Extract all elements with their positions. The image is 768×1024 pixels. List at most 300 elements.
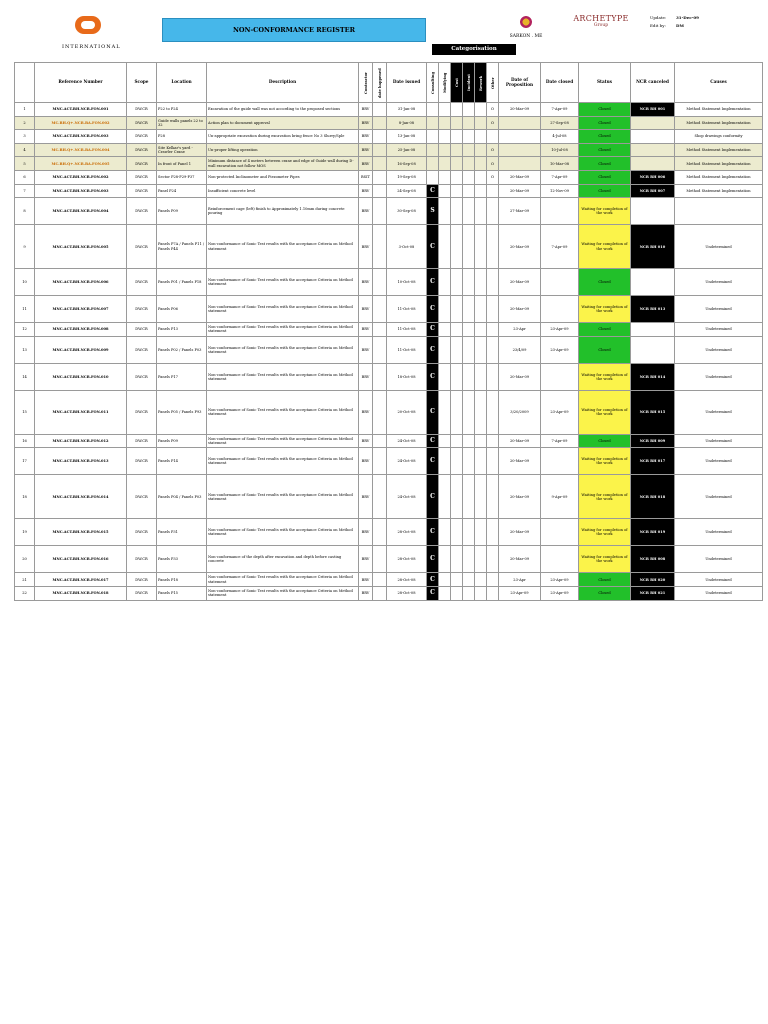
row-date-issued: 24-Oct-08 — [387, 475, 427, 519]
row-cause: Method Statement Implementation — [675, 170, 763, 184]
row-location: P22 to P24 — [157, 103, 207, 117]
row-ncr: NCR RH 015 — [631, 390, 675, 434]
row-date-proposition: 20-Mar-09 — [499, 269, 541, 296]
row-cat-2 — [439, 475, 451, 519]
row-cat-3 — [451, 475, 463, 519]
row-location: Panels P13 — [157, 323, 207, 337]
row-cat-2 — [439, 143, 451, 157]
row-cat-5 — [475, 475, 487, 519]
row-location: Guide walls panels 22 to 32 — [157, 116, 207, 130]
row-status: Waiting for completion of the work — [579, 546, 631, 573]
row-description: Non-conformance of Sonic Test results with the acceptance Criteria on Method statement — [207, 323, 359, 337]
row-date-happened — [373, 573, 387, 587]
row-cat-3 — [451, 143, 463, 157]
row-date-issued: 13-Jan-08 — [387, 130, 427, 144]
row-cat-3 — [451, 184, 463, 198]
row-contractor: BRV — [359, 475, 373, 519]
row-cat-5 — [475, 363, 487, 390]
row-reference: MNC.ACT.BH.NCR.FON.005 — [35, 225, 127, 269]
row-scope: DW.CR — [127, 323, 157, 337]
row-date-closed — [541, 198, 579, 225]
row-cat-o — [487, 363, 499, 390]
row-date-issued: 11-Oct-08 — [387, 323, 427, 337]
row-scope: DW.CR — [127, 296, 157, 323]
row-cat-2 — [439, 103, 451, 117]
row-ncr: NCR RH 020 — [631, 573, 675, 587]
row-location: Panels P09 — [157, 198, 207, 225]
row-cat-o — [487, 573, 499, 587]
table-row — [15, 573, 763, 587]
sarkon-mark-icon — [520, 16, 532, 28]
row-cat-5 — [475, 170, 487, 184]
row-cause: Undetermined — [675, 573, 763, 587]
col-scope: Scope — [127, 63, 157, 103]
row-date-closed: 23-Apr-09 — [541, 586, 579, 600]
row-cause: Undetermined — [675, 336, 763, 363]
row-cat-c — [427, 170, 439, 184]
row-description: Non-conformance of Sonic Test results with the acceptance Criteria on Method statement — [207, 269, 359, 296]
row-cat-4 — [463, 573, 475, 587]
col-date-proposition: Date of Proposition — [499, 63, 541, 103]
row-cause: Undetermined — [675, 296, 763, 323]
row-date-issued: 10-Oct-08 — [387, 269, 427, 296]
row-ncr — [631, 269, 675, 296]
row-date-happened — [373, 184, 387, 198]
row-status: Closed — [579, 434, 631, 448]
row-scope: DW.CR — [127, 103, 157, 117]
row-cat-5 — [475, 573, 487, 587]
row-status: Waiting for completion of the work — [579, 198, 631, 225]
row-number: 1 — [15, 103, 35, 117]
row-date-proposition: 23-Apr-09 — [499, 586, 541, 600]
row-reference: MNC.ACT.BH.NCR.FON.014 — [35, 475, 127, 519]
row-location: Site Kelkar's yard - Crawler Crane — [157, 143, 207, 157]
row-contractor: BRV — [359, 198, 373, 225]
row-status: Waiting for completion of the work — [579, 448, 631, 475]
row-cat-3 — [451, 116, 463, 130]
row-ncr: NCR RH 017 — [631, 448, 675, 475]
row-date-happened — [373, 198, 387, 225]
row-scope: DW.CR — [127, 269, 157, 296]
row-cat-4 — [463, 336, 475, 363]
col-ref: Reference Number — [35, 63, 127, 103]
row-cat-4 — [463, 546, 475, 573]
row-date-issued: 28-Oct-08 — [387, 573, 427, 587]
row-ncr: NCR RH 006 — [631, 170, 675, 184]
row-status: Waiting for completion of the work — [579, 363, 631, 390]
row-date-happened — [373, 116, 387, 130]
row-cause: Undetermined — [675, 448, 763, 475]
row-date-proposition: 20-Mar-09 — [499, 519, 541, 546]
row-date-proposition: 20-Mar-09 — [499, 475, 541, 519]
row-cat-3 — [451, 519, 463, 546]
col-cat-cost: Cost — [451, 63, 463, 103]
row-cat-c: C — [427, 269, 439, 296]
row-location: Sector P28-P29-P37 — [157, 170, 207, 184]
row-contractor: BRV — [359, 157, 373, 171]
row-contractor: BRV — [359, 519, 373, 546]
row-cat-o — [487, 323, 499, 337]
row-reference: MNC.ACT.BH.NCR.FON.002 — [35, 170, 127, 184]
col-ncr-canceled: NCR canceled — [631, 63, 675, 103]
row-date-proposition — [499, 157, 541, 171]
table-row — [15, 336, 763, 363]
row-number: 2 — [15, 116, 35, 130]
row-location: Panel P24 — [157, 184, 207, 198]
row-cat-2 — [439, 130, 451, 144]
row-cat-4 — [463, 143, 475, 157]
row-cat-5 — [475, 546, 487, 573]
row-date-happened — [373, 170, 387, 184]
row-date-closed: 23-Apr-09 — [541, 390, 579, 434]
row-description: Excavation of the guide wall was not according to the proposed sections — [207, 103, 359, 117]
row-cause: Undetermined — [675, 390, 763, 434]
row-number: 5 — [15, 157, 35, 171]
ncr-table — [14, 62, 763, 601]
row-status: Waiting for completion of the work — [579, 225, 631, 269]
row-date-closed: 7-Apr-09 — [541, 225, 579, 269]
row-date-happened — [373, 390, 387, 434]
logo-text: INTERNATIONAL — [62, 44, 121, 50]
row-reference: MNC.ACT.BH.NCR.FON.009 — [35, 336, 127, 363]
row-cat-o: O — [487, 103, 499, 117]
row-date-closed: 7-Apr-09 — [541, 103, 579, 117]
row-cat-3 — [451, 170, 463, 184]
row-scope: DW.CR — [127, 586, 157, 600]
row-date-happened — [373, 448, 387, 475]
row-reference: MNC.ACT.BH.NCR.FON.011 — [35, 390, 127, 434]
row-number: 10 — [15, 269, 35, 296]
archetype-logo — [570, 14, 632, 44]
row-scope: DW.CR — [127, 434, 157, 448]
row-cat-5 — [475, 143, 487, 157]
row-cat-3 — [451, 225, 463, 269]
row-cat-c — [427, 157, 439, 171]
row-cat-4 — [463, 323, 475, 337]
row-date-issued: 16-Sep-08 — [387, 157, 427, 171]
row-cat-c — [427, 103, 439, 117]
row-date-happened — [373, 363, 387, 390]
row-date-proposition: 23-Apr — [499, 573, 541, 587]
row-cat-2 — [439, 586, 451, 600]
row-date-closed: 10-Jul-08 — [541, 143, 579, 157]
row-cat-2 — [439, 296, 451, 323]
row-cat-5 — [475, 116, 487, 130]
row-cat-o — [487, 198, 499, 225]
row-date-happened — [373, 296, 387, 323]
row-cat-3 — [451, 573, 463, 587]
row-cat-o — [487, 225, 499, 269]
table-row — [15, 434, 763, 448]
table-header-row — [15, 63, 763, 103]
row-cat-c: C — [427, 184, 439, 198]
row-status: Closed — [579, 103, 631, 117]
row-contractor: BRV — [359, 434, 373, 448]
row-description: Un-appropriate excavation during excavation bring fence No 3 Slurry/Sple — [207, 130, 359, 144]
row-cat-o — [487, 434, 499, 448]
row-ncr — [631, 336, 675, 363]
row-scope: DW.CR — [127, 475, 157, 519]
row-number: 13 — [15, 336, 35, 363]
col-location: Location — [157, 63, 207, 103]
row-status: Closed — [579, 157, 631, 171]
row-cat-2 — [439, 448, 451, 475]
row-cat-o — [487, 269, 499, 296]
row-description: Non-conformance of Sonic Test results with the acceptance Criteria on Method statement — [207, 519, 359, 546]
row-date-issued: 28-Oct-08 — [387, 519, 427, 546]
row-date-closed: 23-Apr-09 — [541, 573, 579, 587]
row-date-proposition: 20-Mar-09 — [499, 170, 541, 184]
row-status: Closed — [579, 130, 631, 144]
row-contractor: BRV — [359, 390, 373, 434]
row-cat-3 — [451, 546, 463, 573]
row-date-proposition: 20-Mar-09 — [499, 363, 541, 390]
row-cause: Method Statement Implementation — [675, 103, 763, 117]
row-date-issued: 28-Oct-08 — [387, 546, 427, 573]
row-cat-o — [487, 130, 499, 144]
row-cat-4 — [463, 103, 475, 117]
row-contractor: BRV — [359, 363, 373, 390]
row-cat-4 — [463, 184, 475, 198]
row-date-happened — [373, 157, 387, 171]
row-date-proposition — [499, 130, 541, 144]
row-reference: MNC.ACT.BH.NCR.FON.008 — [35, 323, 127, 337]
row-status: Closed — [579, 573, 631, 587]
row-ncr: NCR RH 010 — [631, 225, 675, 269]
row-reference: MNC.ACT.BH.NCR.FON.006 — [35, 269, 127, 296]
row-date-happened — [373, 143, 387, 157]
row-cat-5 — [475, 157, 487, 171]
archetype-text: ARCHETYPE — [573, 14, 629, 23]
page-title: NON-CONFORMANCE REGISTER — [162, 18, 426, 42]
row-location: Panels P09 — [157, 434, 207, 448]
row-cat-5 — [475, 130, 487, 144]
row-scope: DW.CR — [127, 336, 157, 363]
row-location: Panels P01 / Panels P18 — [157, 269, 207, 296]
row-ncr: NCR RH 001 — [631, 103, 675, 117]
row-scope: DW.CR — [127, 130, 157, 144]
row-cat-3 — [451, 336, 463, 363]
row-cause: Undetermined — [675, 363, 763, 390]
table-row — [15, 130, 763, 144]
company-logo — [62, 16, 121, 50]
row-date-happened — [373, 586, 387, 600]
row-cat-o: O — [487, 143, 499, 157]
row-date-issued: 25-Jan-08 — [387, 143, 427, 157]
row-cat-o — [487, 519, 499, 546]
row-cat-2 — [439, 157, 451, 171]
row-cause: Method Statement Implementation — [675, 184, 763, 198]
row-status: Waiting for completion of the work — [579, 390, 631, 434]
row-cat-o: O — [487, 157, 499, 171]
row-cat-c: C — [427, 296, 439, 323]
row-status: Closed — [579, 184, 631, 198]
col-description: Description — [207, 63, 359, 103]
row-cause: Undetermined — [675, 269, 763, 296]
row-status: Waiting for completion of the work — [579, 475, 631, 519]
row-reference: MNC.ACT.BH.NCR.FON.001 — [35, 103, 127, 117]
row-location: Panels P18 — [157, 573, 207, 587]
row-location: Panels P14 — [157, 448, 207, 475]
row-number: 12 — [15, 323, 35, 337]
row-ncr: NCR RH 014 — [631, 363, 675, 390]
row-location: Panels P05 / Panels P93 — [157, 390, 207, 434]
row-location: In front of Panel 1 — [157, 157, 207, 171]
row-reference: MC.BH.Q+.NCR.BA.FON.002 — [35, 116, 127, 130]
row-description: Non-conformance of Sonic Test results with the acceptance Criteria on Method statement — [207, 336, 359, 363]
row-contractor: BRV — [359, 546, 373, 573]
row-status: Waiting for completion of the work — [579, 519, 631, 546]
update-value: 31-Dec-09 — [676, 15, 699, 20]
update-info — [650, 14, 699, 30]
col-cat-incident: Incident — [463, 63, 475, 103]
row-location: Panels P02 / Panels P03 — [157, 336, 207, 363]
row-number: 19 — [15, 519, 35, 546]
row-date-issued: 31-Jan-08 — [387, 103, 427, 117]
row-date-closed: 10-Mar-08 — [541, 157, 579, 171]
row-number: 17 — [15, 448, 35, 475]
row-contractor: BRV — [359, 448, 373, 475]
row-date-closed — [541, 363, 579, 390]
table-row — [15, 143, 763, 157]
table-row — [15, 390, 763, 434]
row-date-issued: 18-Oct-08 — [387, 363, 427, 390]
row-description: Non-conformance of Sonic Test results with the acceptance Criteria on Method statement — [207, 448, 359, 475]
row-cat-3 — [451, 323, 463, 337]
row-contractor: BRV — [359, 116, 373, 130]
row-date-issued: 8-Jan-08 — [387, 116, 427, 130]
col-cat-rework: Rework — [475, 63, 487, 103]
row-contractor: BRV — [359, 130, 373, 144]
row-cat-5 — [475, 225, 487, 269]
row-status: Closed — [579, 269, 631, 296]
row-reference: MNC.ACT.BH.NCR.FON.007 — [35, 296, 127, 323]
row-date-issued: 24-Oct-08 — [387, 448, 427, 475]
row-description: Non-conformance of Sonic Test results with the acceptance Criteria on Method statement — [207, 296, 359, 323]
row-reference: MNC.ACT.BH.NCR.FON.013 — [35, 448, 127, 475]
row-cat-5 — [475, 103, 487, 117]
col-no — [15, 63, 35, 103]
row-location: P28 — [157, 130, 207, 144]
row-reference: MNC.ACT.BH.NCR.FON.004 — [35, 198, 127, 225]
row-cat-3 — [451, 434, 463, 448]
edit-label: Edit by: — [650, 23, 666, 28]
row-date-proposition: 27-Mar-09 — [499, 198, 541, 225]
table-row — [15, 296, 763, 323]
row-date-happened — [373, 130, 387, 144]
row-description: Action plan to document approval — [207, 116, 359, 130]
row-contractor: BSIT — [359, 170, 373, 184]
row-scope: DW.CR — [127, 225, 157, 269]
sarkon-text: SARKON . ME — [509, 34, 543, 39]
row-cat-2 — [439, 170, 451, 184]
row-cat-5 — [475, 519, 487, 546]
row-cat-c: C — [427, 573, 439, 587]
row-date-happened — [373, 323, 387, 337]
row-number: 7 — [15, 184, 35, 198]
row-ncr: NCR RH 009 — [631, 434, 675, 448]
row-reference: MNC.ACT.BH.NCR.FON.003 — [35, 130, 127, 144]
row-cat-4 — [463, 225, 475, 269]
row-date-happened — [373, 103, 387, 117]
row-cause: Undetermined — [675, 323, 763, 337]
row-cat-3 — [451, 363, 463, 390]
row-cause: Method Statement Implementation — [675, 116, 763, 130]
row-cat-5 — [475, 323, 487, 337]
row-reference: MC.BH.Q+.NCR.BA.FON.005 — [35, 157, 127, 171]
row-contractor: BRV — [359, 573, 373, 587]
row-cat-c: C — [427, 225, 439, 269]
row-status: Closed — [579, 336, 631, 363]
row-cat-2 — [439, 336, 451, 363]
row-date-issued: 24-Oct-08 — [387, 434, 427, 448]
row-date-closed — [541, 519, 579, 546]
row-cat-3 — [451, 269, 463, 296]
row-location: Panels P04 / Panels P03 — [157, 475, 207, 519]
row-date-proposition: 20-Mar-09 — [499, 103, 541, 117]
row-cat-2 — [439, 269, 451, 296]
row-description: Non-conformance of Sonic Test results with the acceptance Criteria on Method statement — [207, 390, 359, 434]
row-date-happened — [373, 225, 387, 269]
row-cat-3 — [451, 586, 463, 600]
row-scope: DW.CR — [127, 519, 157, 546]
row-scope: DW.CR — [127, 184, 157, 198]
row-date-closed: 12-Nov-09 — [541, 184, 579, 198]
row-cat-5 — [475, 269, 487, 296]
row-cat-4 — [463, 519, 475, 546]
row-ncr: NCR RH 018 — [631, 475, 675, 519]
row-number: 4 — [15, 143, 35, 157]
row-cat-2 — [439, 573, 451, 587]
row-reference: MNC.ACT.BH.NCR.FON.017 — [35, 573, 127, 587]
row-number: 3 — [15, 130, 35, 144]
table-row — [15, 546, 763, 573]
row-cause: Undetermined — [675, 546, 763, 573]
col-cat-modifying: Modifying — [439, 63, 451, 103]
row-date-proposition: 20-Mar-09 — [499, 296, 541, 323]
row-date-proposition: 20-Mar-09 — [499, 225, 541, 269]
col-date-happened: date happened — [373, 63, 387, 103]
row-cat-2 — [439, 519, 451, 546]
row-scope: DW.CR — [127, 390, 157, 434]
row-reference: MNC.ACT.BH.NCR.FON.016 — [35, 546, 127, 573]
table-row — [15, 363, 763, 390]
table-row — [15, 519, 763, 546]
row-cat-c — [427, 130, 439, 144]
row-cat-3 — [451, 390, 463, 434]
row-date-issued: 28-Oct-08 — [387, 586, 427, 600]
table-row — [15, 586, 763, 600]
row-status: Waiting for completion of the work — [579, 296, 631, 323]
row-cat-4 — [463, 448, 475, 475]
row-cause: Undetermined — [675, 225, 763, 269]
row-scope: DW.CR — [127, 143, 157, 157]
row-location: Panels P06 — [157, 296, 207, 323]
row-ncr: NCR RH 013 — [631, 296, 675, 323]
row-contractor: BRV — [359, 296, 373, 323]
row-date-closed: 23-Apr-09 — [541, 323, 579, 337]
row-contractor: BRV — [359, 225, 373, 269]
row-number: 9 — [15, 225, 35, 269]
row-date-proposition: 23/4/09 — [499, 336, 541, 363]
row-cat-o — [487, 390, 499, 434]
row-date-issued: 30-Sep-08 — [387, 198, 427, 225]
row-cat-4 — [463, 296, 475, 323]
row-cat-o — [487, 296, 499, 323]
row-number: 6 — [15, 170, 35, 184]
table-row — [15, 323, 763, 337]
row-cat-o — [487, 448, 499, 475]
